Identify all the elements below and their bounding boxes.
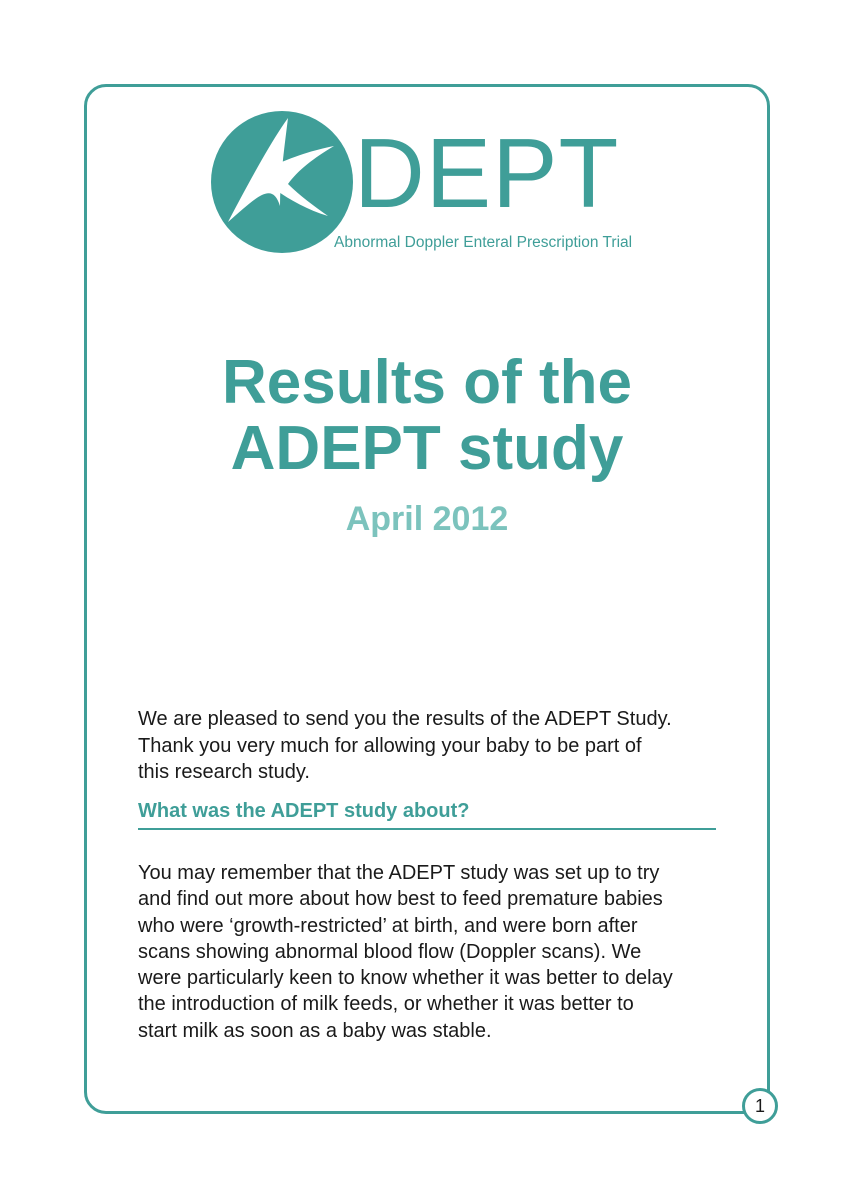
logo-tagline: Abnormal Doppler Enteral Prescription Trial <box>334 234 633 251</box>
body-line-3: who were ‘growth-restricted’ at birth, and were born after <box>138 914 638 937</box>
title-line-2: ADEPT study <box>230 414 624 483</box>
intro-line-1: We are pleased to send you the results of the ADEPT Study. <box>138 708 672 730</box>
logo-wordmark: DEPT <box>354 118 620 228</box>
intro-paragraph <box>138 706 738 786</box>
date-subtitle: April 2012 <box>345 500 509 538</box>
section-paragraph <box>138 860 738 1044</box>
body-line-2: and find out more about how best to feed premature babies <box>138 888 663 911</box>
section-heading: What was the ADEPT study about? <box>138 800 716 830</box>
intro-line-3: this research study. <box>138 761 310 783</box>
intro-line-2: Thank you very much for allowing your baby to be part of <box>138 734 642 757</box>
body-line-6: the introduction of milk feeds, or whether it was better to <box>138 993 634 1016</box>
page-number-badge: 1 <box>742 1088 778 1124</box>
body-line-1: You may remember that the ADEPT study was set up to try <box>138 862 660 884</box>
page-title <box>84 350 770 482</box>
body-line-5: were particularly keen to know whether it was better to delay <box>138 967 673 990</box>
body-line-7: start milk as soon as a baby was stable. <box>138 1019 492 1042</box>
title-line-1: Results of the <box>222 348 632 417</box>
body-line-4: scans showing abnormal blood flow (Doppler scans). We <box>138 940 642 963</box>
